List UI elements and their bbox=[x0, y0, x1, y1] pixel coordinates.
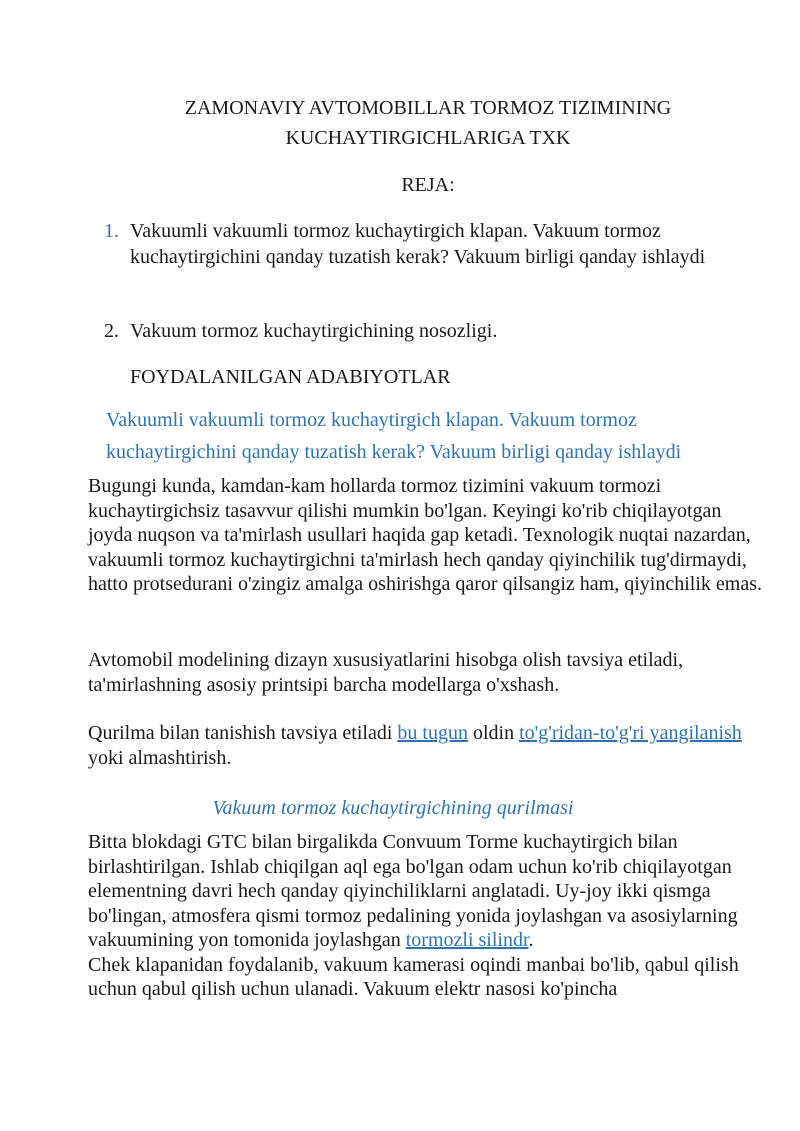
section-heading: Vakuumli vakuumli tormoz kuchaytirgich klapan. Vakuum tormoz kuchaytirgichini qanday tuzatish kerak? Vakuum birligi qanday ishlaydi bbox=[106, 409, 682, 463]
paragraph-device bbox=[88, 830, 768, 1002]
plan-item-number: 2. bbox=[104, 320, 119, 342]
link-togridan-togri-yangilanish[interactable]: to'g'ridan-to'g'ri yangilanish bbox=[519, 722, 742, 744]
paragraph-familiarize bbox=[88, 721, 768, 770]
paragraph-text: oldin bbox=[467, 722, 520, 744]
plan-item-2 bbox=[104, 318, 744, 344]
paragraph-text: Bitta blokdagi GTC bilan birgalikda Convuum Torme kuchaytirgich bilan birlashtirilgan. Ishlab chiqilgan aql ega bo'lgan odam uchun ko'rib chiqilayotgan elementning davri hech qanday qiyinchiliklarni anglatadi. Uy-joy ikki qismga bo'lingan, atmosfera qismi tormoz pedalining yonida joylashgan va asosiylarning vakuumining yon tomonida joylashgan bbox=[88, 831, 738, 951]
paragraph-design: Avtomobil modelining dizayn xususiyatlarini hisobga olish tavsiya etiladi, ta'mirlashning asosiy printsipi barcha modellarga o'xshash. bbox=[88, 649, 684, 696]
paragraph-text: . bbox=[528, 929, 534, 951]
document-title-line-2: KUCHAYTIRGICHLARIGA TXK bbox=[285, 127, 571, 149]
paragraph-continuation: Chek klapanidan foydalanib, vakuum kamerasi oqindi manbai bo'lib, qabul qilish uchun qabul qilish uchun ulanadi. Vakuum elektr nasosi ko'pincha bbox=[88, 953, 739, 1000]
plan-item-text: Vakuum tormoz kuchaytirgichining nosozligi. bbox=[130, 320, 498, 342]
paragraph-intro: Bugungi kunda, kamdan-kam hollarda tormoz tizimini vakuum tormozi kuchaytirgichsiz tasavvur qilishi mumkin bo'lgan. Keyingi ko'rib chiqilayotgan joyda nuqson va ta'mirlash usullari haqida gap ketadi. Texnologik nuqtai nazardan, vakuumli tormoz kuchaytirgichni ta'mirlash hech qanday qiyinchilik tug'dirmaydi, hatto protsedurani o'zingiz amalga oshirishga qaror qilsangiz ham, qiyinchilik emas. bbox=[88, 475, 762, 595]
plan-item-1 bbox=[104, 218, 744, 270]
plan-heading: REJA: bbox=[401, 174, 455, 196]
link-tormozli-silindr[interactable]: tormozli silindr bbox=[405, 929, 529, 951]
document-title-line-1: ZAMONAVIY AVTOMOBILLAR TORMOZ TIZIMINING bbox=[184, 97, 672, 119]
link-bu-tugun[interactable]: bu tugun bbox=[397, 722, 468, 744]
paragraph-text: yoki almashtirish. bbox=[88, 746, 232, 769]
references-label: FOYDALANILGAN ADABIYOTLAR bbox=[130, 366, 451, 388]
plan-item-text: Vakuumli vakuumli tormoz kuchaytirgich klapan. Vakuum tormoz kuchaytirgichini qanday tuzatish kerak? Vakuum birligi qanday ishlaydi bbox=[130, 220, 706, 268]
subheading-device: Vakuum tormoz kuchaytirgichining qurilmasi bbox=[212, 797, 574, 819]
plan-item-number: 1. bbox=[104, 220, 119, 242]
paragraph-text: Qurilma bilan tanishish tavsiya etiladi bbox=[88, 722, 398, 744]
